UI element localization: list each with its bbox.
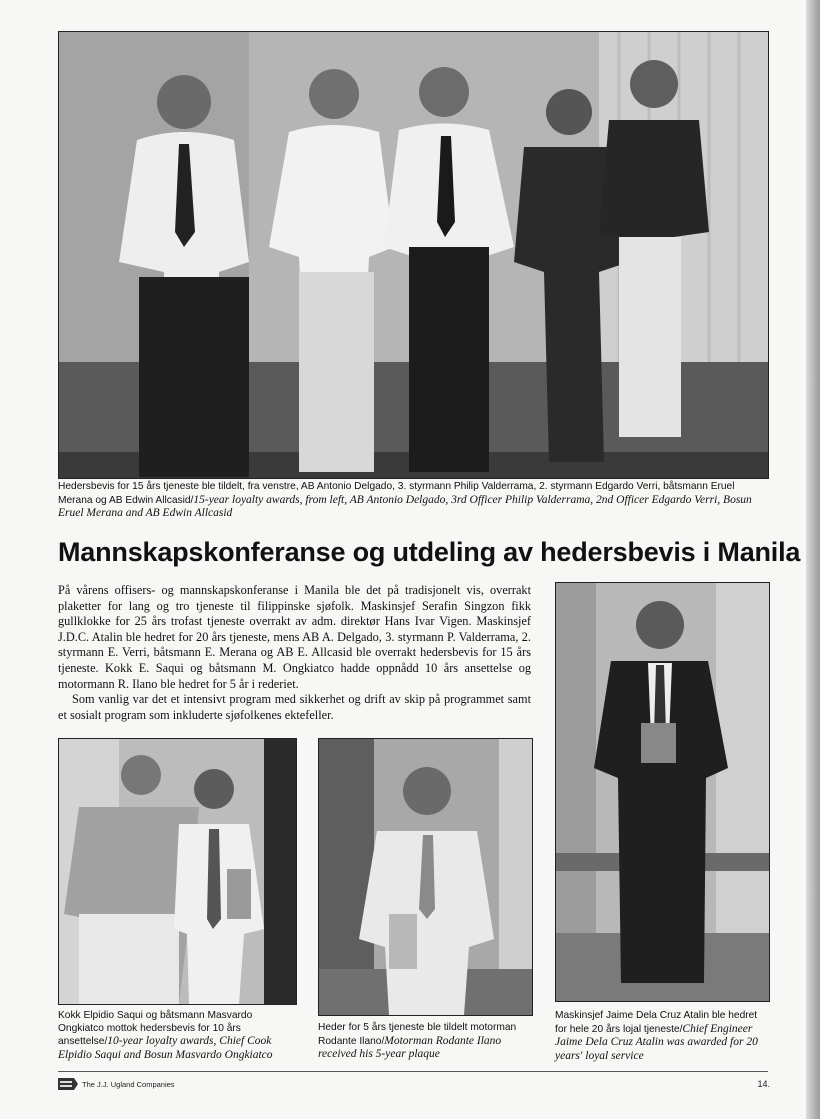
middle-photo: [318, 738, 533, 1016]
middle-caption-norwegian: Heder for 5 års tjeneste ble tildelt motorman Rodante Ilano/: [318, 1022, 517, 1047]
left-photo: [58, 738, 297, 1005]
top-caption-norwegian: Hedersbevis for 15 års tjeneste ble tildelt, fra venstre, AB Antonio Delgado, 3. styrmann Philip Valderrama, 2. styrmann Edgardo Verri, båtsmann Eruel Merana og AB Edwin Allcasid: [58, 481, 735, 506]
article-paragraph: Som vanlig var det et intensivt program med sikkerhet og drift av skip på programmet samt et sosialt program som inkluderte sjøfolkenes ektefeller.: [58, 692, 531, 722]
ugland-flag-icon: [58, 1078, 78, 1090]
page-edge: [806, 0, 820, 1119]
right-photo: [555, 582, 770, 1002]
top-caption-english: 15-year loyalty awards, from left, AB Antonio Delgado, 3rd Officer Philip Valderrama, 2nd Officer Edgardo Verri, Bosun Eruel Merana and AB Edwin Allcasid: [58, 493, 752, 520]
left-caption-english: 10-year loyalty awards, Chief Cook Elpidio Saqui and Bosun Masvardo Ongkiatco: [58, 1035, 273, 1061]
article-headline: Mannskapskonferanse og utdeling av hedersbevis i Manila: [58, 537, 801, 567]
page-footer: [58, 1077, 770, 1095]
left-photo-caption: [58, 1010, 298, 1062]
right-caption-norwegian: Maskinsjef Jaime Dela Cruz Atalin ble hedret for hele 20 års lojal tjeneste/: [555, 1010, 758, 1035]
footer-company: The J.J. Ugland Companies: [82, 1080, 175, 1089]
article-paragraph: På vårens offisers- og mannskapskonferanse i Manila ble det på tradisjonelt vis, overrakt plaketter for lang og tro tjeneste til filippinske sjøfolk. Maskinsjef Serafin Singzon fikk gullklokke for 25 års trofast tjeneste overrakt av adm. direktør Hans Ivar Vigen. Maskinsjef J.D.C. Atalin ble hedret for 20 års tjeneste, mens AB A. Delgado, 3. styrmann P. Valderrama, 2. styrmann E. Verri, båtsmann E. Merana og AB E. Allcasid ble overrakt hedersbevis for 15 års tjeneste. Kokk E. Saqui og båtsmann M. Ongkiatco hadde oppnådd 10 års ansettelse og motormann R. Ilano ble hedret for 5 år i rederiet.: [58, 583, 531, 691]
right-caption-english: Chief Engineer Jaime Dela Cruz Atalin was awarded for 20 years' loyal service: [555, 1022, 758, 1062]
left-caption-norwegian: Kokk Elpidio Saqui og båtsmann Masvardo Ongkiatco mottok hedersbevis for 10 års ansettelse/: [58, 1010, 253, 1048]
page-number: 14.: [757, 1079, 770, 1089]
top-photo-caption: Hedersbevis for 15 års tjeneste ble tildelt, fra venstre, AB Antonio Delgado, 3. styrmann Philip Valderrama, 2. styrmann Edgardo Verri, båtsmann Eruel Merana og AB Edwin Allcasid/15-year loyalty awards, from left, AB Antonio Delgado, 3rd Officer Philip Valderrama, 2nd Officer Edgardo Verri, Bosun Eruel Merana and AB Edwin Allcasid: [58, 481, 752, 520]
article-body: [58, 583, 531, 723]
right-photo-caption: [555, 1010, 768, 1063]
middle-caption-english: Motorman Rodante Ilano received his 5-year plaque: [318, 1034, 502, 1061]
footer-divider: [58, 1071, 768, 1072]
middle-photo-caption: [318, 1022, 538, 1062]
top-photo: [58, 31, 769, 479]
